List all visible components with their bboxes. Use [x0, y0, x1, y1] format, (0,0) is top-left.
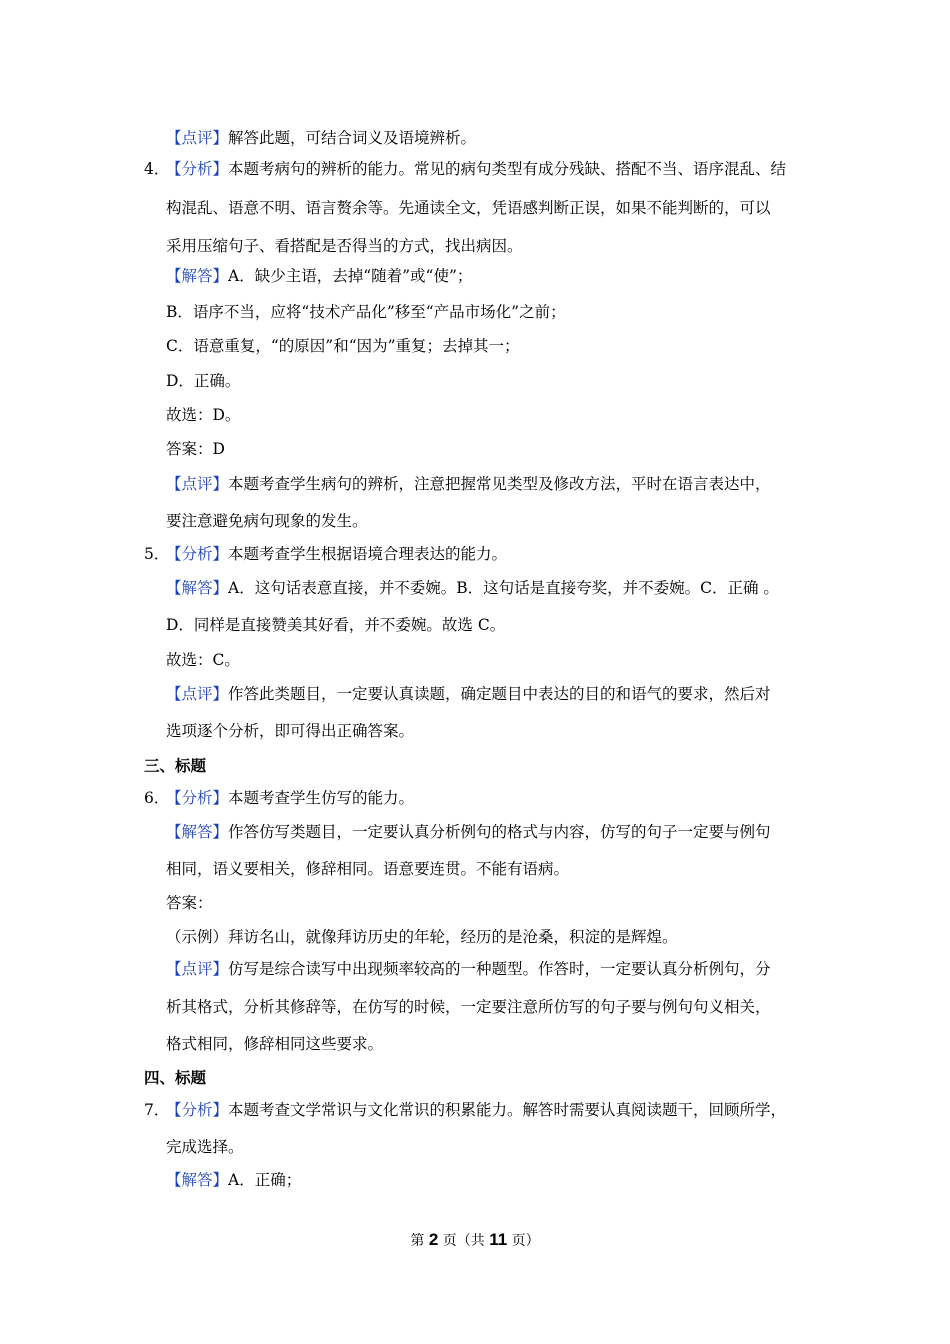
line-text: 析其格式，分析其修辞等，在仿写的时候，一定要注意所仿写的句子要与例句句义相关， [166, 998, 771, 1016]
line-text: 解答此题，可结合词义及语境辨析。 [228, 129, 477, 147]
text-line [166, 959, 771, 979]
label-tag: 【点评】 [166, 960, 229, 978]
line-text: 答案： [166, 894, 213, 912]
text-line [166, 1137, 244, 1157]
text-line [166, 822, 771, 842]
line-text: 作答仿写类题目，一定要认真分析例句的格式与内容，仿写的句子一定要与例句 [228, 823, 771, 841]
text-line [166, 198, 771, 218]
label-tag: 【分析】 [166, 545, 229, 563]
line-text: （示例）拜访名山，就像拜访历史的年轮，经历的是沧桑，积淀的是辉煌。 [166, 928, 678, 946]
text-line [166, 650, 240, 670]
text-line [166, 1170, 301, 1190]
line-text: 选项逐个分析，即可得出正确答案。 [166, 722, 415, 740]
line-text: 作答此类题目，一定要认真读题，确定题目中表达的目的和语气的要求，然后对 [228, 685, 771, 703]
label-tag: 【解答】 [166, 579, 229, 597]
text-line [166, 578, 779, 598]
footer-middle: 页（共 [438, 1233, 490, 1249]
text-line [166, 266, 472, 286]
text-line [166, 439, 225, 459]
line-text: 故选：D。 [166, 406, 241, 424]
label-tag: 【解答】 [166, 267, 229, 285]
line-text: 答案：D [166, 440, 225, 458]
text-line [166, 405, 240, 425]
text-line [166, 1034, 383, 1054]
text-line [166, 236, 523, 256]
line-text: 本题考查文学常识与文化常识的积累能力。解答时需要认真阅读题干，回顾所学， [228, 1101, 787, 1119]
label-tag: 【解答】 [166, 823, 229, 841]
line-text: 要注意避免病句现象的发生。 [166, 512, 368, 530]
line-text: 本题考查学生仿写的能力。 [228, 789, 415, 807]
text-line [166, 893, 213, 913]
text-line [166, 615, 505, 635]
text-line [166, 511, 368, 531]
text-line [166, 684, 771, 704]
text-line [166, 997, 771, 1017]
footer-suffix: 页） [507, 1233, 540, 1249]
text-line [144, 1100, 786, 1120]
line-text: B．语序不当，应将“技术产品化”移至“产品市场化”之前； [166, 303, 566, 321]
line-text: 本题考病句的辨析的能力。常见的病句类型有成分残缺、搭配不当、语序混乱、结 [228, 160, 787, 178]
line-text: A．这句话表意直接，并不委婉。B．这句话是直接夸奖，并不委婉。C．正确 。 [228, 579, 779, 597]
line-text: 故选：C。 [166, 651, 240, 669]
text-line [166, 302, 566, 322]
question-number: 5． [144, 545, 170, 563]
line-text: 本题考查学生病句的辨析，注意把握常见类型及修改方法，平时在语言表达中， [228, 475, 771, 493]
section-heading [144, 1068, 206, 1088]
section-heading-text: 四、标题 [144, 1068, 207, 1087]
text-line [166, 128, 476, 148]
section-heading-text: 三、标题 [144, 756, 207, 775]
text-line [166, 474, 771, 494]
text-line [166, 859, 569, 879]
text-line [144, 788, 414, 808]
text-line [166, 371, 240, 391]
label-tag: 【分析】 [166, 1101, 229, 1119]
label-tag: 【点评】 [166, 475, 229, 493]
text-line [166, 927, 678, 947]
line-text: D．正确。 [166, 372, 241, 390]
line-text: D．同样是直接赞美其好看，并不委婉。故选 C。 [166, 616, 506, 634]
page-footer [0, 1230, 950, 1251]
text-line [144, 544, 507, 564]
footer-total-pages: 11 [489, 1230, 508, 1249]
section-heading [144, 756, 206, 776]
line-text: 仿写是综合读写中出现频率较高的一种题型。作答时，一定要认真分析例句，分 [228, 960, 771, 978]
footer-prefix: 第 [410, 1233, 429, 1249]
label-tag: 【解答】 [166, 1171, 229, 1189]
text-line [166, 721, 414, 741]
text-line [166, 336, 520, 356]
line-text: 完成选择。 [166, 1138, 244, 1156]
line-text: 本题考查学生根据语境合理表达的能力。 [228, 545, 508, 563]
line-text: A．正确； [228, 1171, 302, 1189]
question-number: 6． [144, 789, 170, 807]
line-text: 采用压缩句子、看搭配是否得当的方式，找出病因。 [166, 237, 523, 255]
label-tag: 【点评】 [166, 129, 229, 147]
question-number: 7． [144, 1101, 170, 1119]
question-number: 4． [144, 160, 170, 178]
label-tag: 【点评】 [166, 685, 229, 703]
text-line [144, 159, 786, 179]
line-text: C．语意重复，“的原因”和“因为”重复；去掉其一； [166, 337, 520, 355]
line-text: 格式相同，修辞相同这些要求。 [166, 1035, 384, 1053]
footer-page-number: 2 [428, 1230, 439, 1249]
line-text: A．缺少主语，去掉“随着”或“使”； [228, 267, 473, 285]
label-tag: 【分析】 [166, 160, 229, 178]
line-text: 构混乱、语意不明、语言赘余等。先通读全文，凭语感判断正误，如果不能判断的，可以 [166, 199, 771, 217]
label-tag: 【分析】 [166, 789, 229, 807]
line-text: 相同，语义要相关，修辞相同。语意要连贯。不能有语病。 [166, 860, 570, 878]
